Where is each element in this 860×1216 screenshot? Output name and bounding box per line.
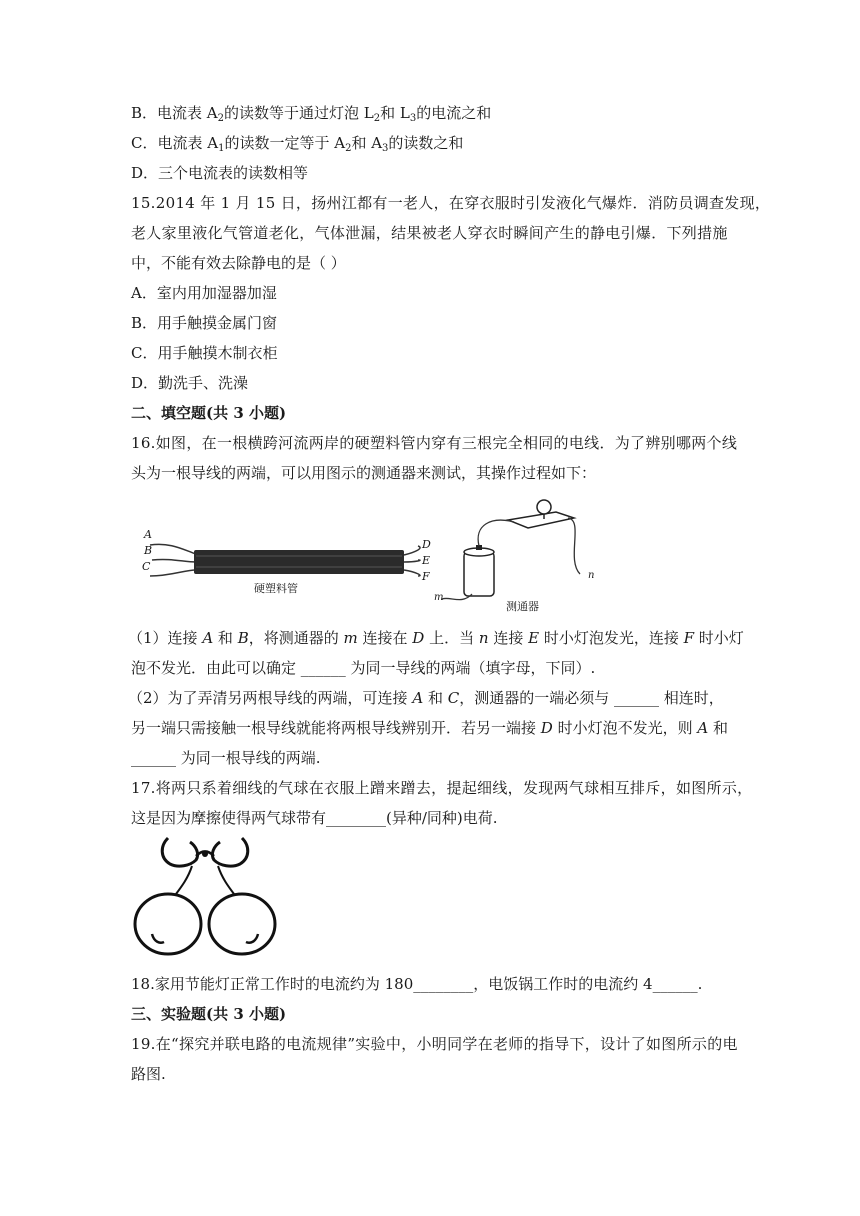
q16-part1-line2: 泡不发光．由此可以确定 ______ 为同一导线的两端（填字母，下同）.: [131, 659, 596, 677]
tester-bulb-board: [508, 512, 574, 528]
tester-bulb: [537, 500, 551, 514]
q15-option-d: D．勤洗手、洗澡: [131, 374, 249, 392]
q16-part1-line1: （1）连接 A 和 B，将测通器的 m 连接在 D 上．当 n 连接 E 时小灯泡发光，连接 F 时小灯: [128, 629, 744, 647]
q17-stem-line2: 这是因为摩擦使得两气球带有________(异种/同种)电荷.: [131, 809, 498, 827]
q15-stem-line3: 中，不能有效去除静电的是（ ）: [131, 254, 346, 272]
q14-option-c: C．电流表 $A_1$的读数一定等于 $A_2$和 $A_3$的读数之和: [131, 134, 464, 154]
q14-option-b: B．电流表 $A_2$的读数等于通过灯泡 $L_2$和 $L_3$的电流之和: [131, 104, 492, 124]
q16-figure-pipe-and-tester: [136, 490, 616, 618]
q19-stem-line2: 路图.: [131, 1065, 166, 1083]
tester-caption: 测通器: [506, 600, 539, 613]
q16-stem-line2: 头为一根导线的两端，可以用图示的测通器来测试，其操作过程如下：: [131, 464, 597, 482]
q17-figure-balloons: [130, 834, 280, 964]
tester-terminal-m: m: [434, 592, 444, 603]
q17-stem-line1: 17.将两只系着细线的气球在衣服上蹭来蹭去，提起细线，发现两气球相互排斥，如图所示，: [131, 779, 753, 797]
q15-stem-line2: 老人家里液化气管道老化，气体泄漏，结果被老人穿衣时瞬间产生的静电引爆．下列措施: [131, 224, 728, 242]
section-heading-experiment: 三、实验题(共 3 小题): [131, 1005, 287, 1023]
pipe-caption: 硬塑料管: [254, 582, 298, 595]
q15-option-a: A．室内用加湿器加湿: [131, 284, 277, 302]
left-balloon: [135, 894, 201, 954]
section-heading-fill-in: 二、填空题(共 3 小题): [131, 404, 287, 422]
plastic-pipe: [194, 550, 404, 574]
pipe-label-b: B: [144, 544, 153, 557]
pipe-label-a: A: [144, 528, 152, 541]
pipe-label-d: D: [422, 538, 431, 551]
q19-stem-line1: 19.在“探究并联电路的电流规律”实验中，小明同学在老师的指导下，设计了如图所示的电: [131, 1035, 738, 1053]
right-balloon: [209, 894, 275, 954]
q15-option-b: B．用手触摸金属门窗: [131, 314, 278, 332]
q15-option-c: C．用手触摸木制衣柜: [131, 344, 278, 362]
balloons-drawing: [130, 834, 280, 964]
right-hand: [212, 838, 247, 866]
pipe-label-f: F: [422, 570, 430, 583]
q15-stem-line1: 15.2014 年 1 月 15 日，扬州江都有一老人，在穿衣服时引发液化气爆炸．消防员调查发现，: [131, 194, 771, 212]
q16-part2-line3: ______ 为同一根导线的两端.: [131, 749, 321, 767]
pipe-tester-drawing: [136, 490, 616, 618]
left-hand: [162, 838, 197, 866]
q16-stem-line1: 16.如图，在一根横跨河流两岸的硬塑料管内穿有三根完全相同的电线．为了辨别哪两个线: [131, 434, 738, 452]
q18-stem: 18.家用节能灯正常工作时的电流约为 180________，电饭锅工作时的电流约 4______.: [131, 975, 703, 993]
q16-part2-line1: （2）为了弄清另两根导线的两端，可连接 A 和 C，测通器的一端必须与 ______ 相连时，: [128, 689, 724, 707]
q14-option-d: D．三个电流表的读数相等: [131, 164, 309, 182]
pipe-label-c: C: [142, 560, 151, 573]
tester-battery: [464, 552, 494, 596]
tester-terminal-n: n: [588, 570, 595, 581]
pipe-label-e: E: [422, 554, 431, 567]
q16-part2-line2: 另一端只需接触一根导线就能将两根导线辨别开．若另一端接 D 时小灯泡不发光，则 A 和: [131, 719, 728, 737]
